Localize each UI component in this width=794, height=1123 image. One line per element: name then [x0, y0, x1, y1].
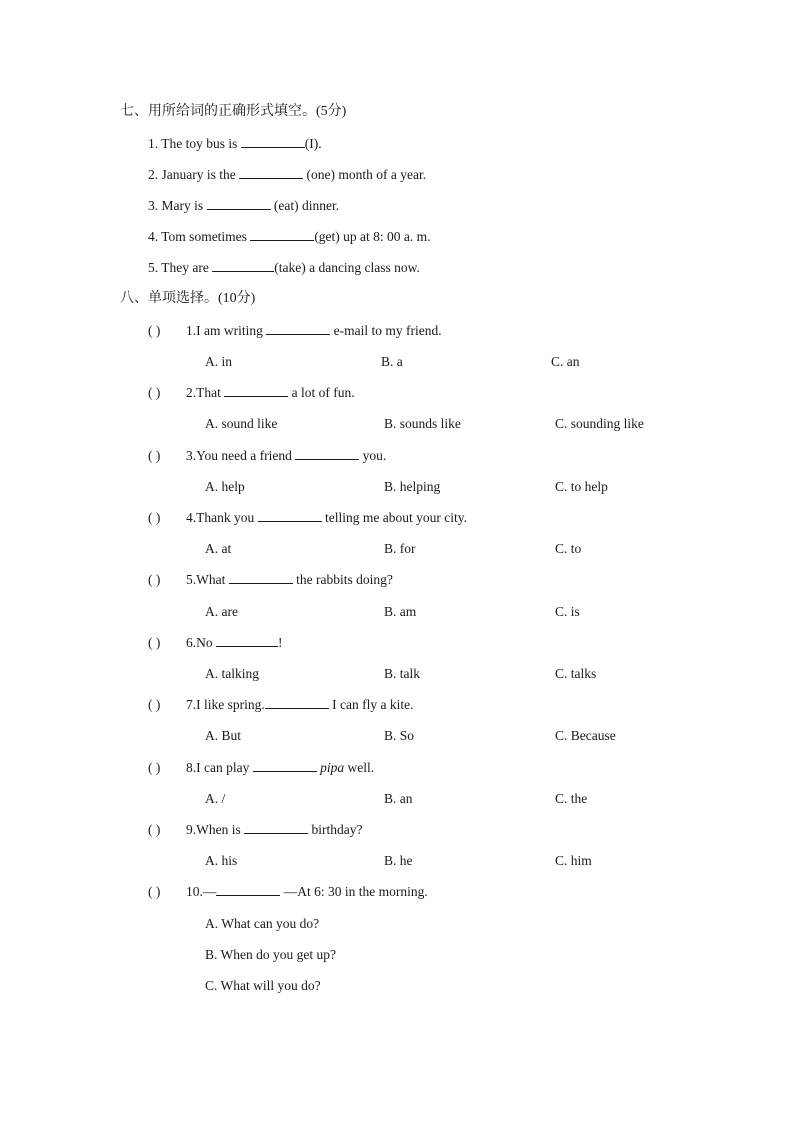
answer-blank — [258, 509, 322, 522]
answer-blank[interactable] — [241, 135, 305, 148]
option-c[interactable]: C. is — [555, 604, 580, 619]
answer-blank — [229, 571, 293, 584]
option-b[interactable]: B. he — [384, 853, 413, 868]
answer-paren[interactable]: ( ) — [148, 572, 161, 587]
question-10: ( ) 10.— —At 6: 30 in the morning. — [148, 884, 428, 899]
option-a[interactable]: A. at — [205, 541, 232, 556]
option-a[interactable]: A. help — [205, 479, 245, 494]
answer-blank[interactable] — [207, 197, 271, 210]
answer-blank — [253, 759, 317, 772]
option-b[interactable]: B. helping — [384, 479, 441, 494]
answer-blank[interactable] — [250, 228, 314, 241]
option-b[interactable]: B. for — [384, 541, 416, 556]
answer-paren[interactable]: ( ) — [148, 822, 161, 837]
fill-item-1: 1. The toy bus is (I). — [148, 136, 322, 151]
question-7: ( ) 7.I like spring. I can fly a kite. — [148, 697, 414, 712]
answer-blank — [216, 883, 280, 896]
answer-blank — [295, 447, 359, 460]
option-a[interactable]: A. / — [205, 791, 226, 806]
section7-title: 七、用所给词的正确形式填空。(5分) — [120, 104, 347, 119]
answer-paren[interactable]: ( ) — [148, 510, 161, 525]
option-b[interactable]: B. a — [381, 354, 403, 369]
option-c[interactable]: C. him — [555, 853, 592, 868]
option-a[interactable]: A. What can you do? — [205, 916, 320, 931]
section8-title: 八、单项选择。(10分) — [120, 291, 256, 306]
option-c[interactable]: C. What will you do? — [205, 978, 321, 993]
answer-blank — [265, 696, 329, 709]
fill-item-5: 5. They are (take) a dancing class now. — [148, 260, 420, 275]
question-9: ( ) 9.When is birthday? — [148, 822, 363, 837]
question-5: ( ) 5.What the rabbits doing? — [148, 572, 393, 587]
answer-paren[interactable]: ( ) — [148, 760, 161, 775]
option-b[interactable]: B. sounds like — [384, 416, 461, 431]
fill-item-4: 4. Tom sometimes (get) up at 8: 00 a. m. — [148, 229, 431, 244]
question-8: ( ) 8.I can play pipa well. — [148, 760, 375, 775]
option-c[interactable]: C. sounding like — [555, 416, 644, 431]
answer-paren[interactable]: ( ) — [148, 884, 161, 899]
answer-blank[interactable] — [239, 166, 303, 179]
answer-paren[interactable]: ( ) — [148, 323, 161, 338]
option-c[interactable]: C. an — [551, 354, 580, 369]
answer-blank — [216, 634, 278, 647]
option-a[interactable]: A. his — [205, 853, 238, 868]
answer-paren[interactable]: ( ) — [148, 635, 161, 650]
answer-paren[interactable]: ( ) — [148, 448, 161, 463]
answer-blank — [266, 322, 330, 335]
option-b[interactable]: B. talk — [384, 666, 420, 681]
question-3: ( ) 3.You need a friend you. — [148, 448, 387, 463]
option-b[interactable]: B. an — [384, 791, 413, 806]
option-a[interactable]: A. sound like — [205, 416, 278, 431]
option-a[interactable]: A. But — [205, 728, 242, 743]
option-c[interactable]: C. talks — [555, 666, 597, 681]
fill-item-2: 2. January is the (one) month of a year. — [148, 167, 427, 182]
option-a[interactable]: A. are — [205, 604, 238, 619]
option-c[interactable]: C. to — [555, 541, 582, 556]
option-a[interactable]: A. in — [205, 354, 232, 369]
question-2: ( ) 2.That a lot of fun. — [148, 385, 355, 400]
answer-blank[interactable] — [212, 259, 274, 272]
fill-item-3: 3. Mary is (eat) dinner. — [148, 198, 340, 213]
option-c[interactable]: C. to help — [555, 479, 608, 494]
option-a[interactable]: A. talking — [205, 666, 259, 681]
answer-blank — [224, 384, 288, 397]
answer-paren[interactable]: ( ) — [148, 697, 161, 712]
question-1: ( ) 1.I am writing e-mail to my friend. — [148, 323, 442, 338]
option-c[interactable]: C. the — [555, 791, 588, 806]
answer-blank — [244, 821, 308, 834]
answer-paren[interactable]: ( ) — [148, 385, 161, 400]
option-b[interactable]: B. am — [384, 604, 417, 619]
question-4: ( ) 4.Thank you telling me about your city. — [148, 510, 467, 525]
question-6: ( ) 6.No ! — [148, 635, 283, 650]
option-c[interactable]: C. Because — [555, 728, 616, 743]
option-b[interactable]: B. So — [384, 728, 415, 743]
option-b[interactable]: B. When do you get up? — [205, 947, 336, 962]
